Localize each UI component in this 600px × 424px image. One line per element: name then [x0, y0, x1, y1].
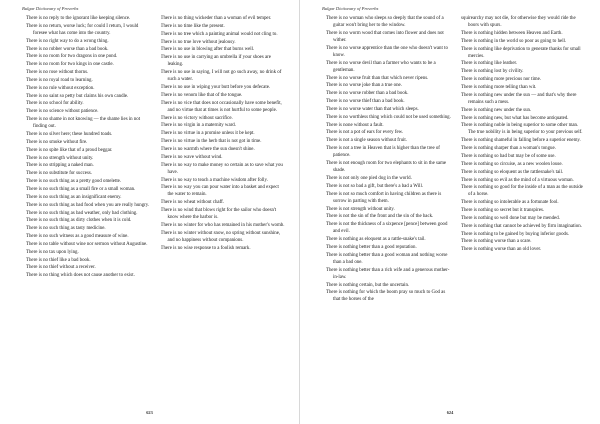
proverb-entry: There is nothing better than a good reputation.: [326, 244, 417, 250]
proverb-entry: There is no victory without sacrifice.: [160, 115, 233, 121]
left-page-column-2: [161, 15, 286, 402]
proverb-entry: There is no venom like that of the tongue.: [160, 92, 243, 98]
proverb-entry: There is no stripping a naked man.: [26, 163, 94, 169]
proverb-entry: There is nothing shameful in falling before a superior enemy.: [461, 138, 581, 144]
proverb-entry: There is nothing hidden between Heaven and Earth.: [461, 30, 563, 36]
proverb-entry: There is nothing so good for the inside of a man as the outside of a horse.: [461, 185, 583, 198]
proverb-entry: There is no vice that does not occasionally have some benefit, and no virtue that at times is not hurtful to some people.: [160, 100, 282, 113]
proverb-entry: There is no right way to do a wrong thing.: [26, 38, 109, 44]
proverb-entry: There is no wave without wind.: [160, 154, 223, 160]
proverb-entry: There is no royal road to learning.: [26, 77, 93, 83]
proverb-entry: There is not only one pied dog in the world.: [326, 175, 412, 181]
proverb-entry: There is no thief without a receiver.: [26, 265, 96, 271]
proverb-entry: There is nothing like deprivation to generate thanks for small mercies.: [461, 46, 581, 59]
proverb-entry: There is nothing for which the boom pray so much to God as that the horses of the: [326, 290, 446, 303]
proverb-entry: There is no such thing as an insignificant enemy.: [26, 194, 122, 200]
proverb-entry: There is no thing wickeder than a woman of evil temper.: [160, 16, 272, 21]
proverb-entry: There is not so bad a gift, but there's a bad a Will.: [326, 183, 424, 189]
proverb-entry: There is no such thing as a pretty good omelette.: [26, 179, 122, 185]
right-page-columns: [326, 15, 586, 402]
proverb-entry: There is no shame in not knowing — the shame lies in not finding out.: [26, 117, 141, 130]
proverb-entry: There is no substitute for success.: [26, 171, 93, 177]
proverb-entry: There is no rose without thorns.: [26, 70, 89, 76]
left-page-columns: [26, 15, 285, 402]
proverb-entry: There is nothing so bad but may be of some use.: [461, 154, 556, 159]
proverb-entry: There is no spite like that of a proud beggar.: [26, 147, 113, 153]
proverb-entry: There is no smoke without fire.: [26, 139, 88, 145]
proverb-entry: There is no virtue in a promise unless it be kept.: [160, 131, 255, 137]
right-page-column-1: [326, 15, 451, 402]
proverb-entry: There is no science without patience.: [26, 109, 99, 115]
proverb-entry: There is no winter for who has remained in his mother's womb.: [160, 223, 285, 228]
proverb-entry: There is nothing to be gained by buying inferior goods.: [461, 231, 570, 237]
proverb-entry: There is no rule without exception.: [26, 85, 95, 91]
proverb-entry: There is no virgin in a maternity ward.: [160, 123, 236, 129]
proverb-entry: There is nothing as eloquent as a rattle-snake's tail.: [326, 237, 426, 243]
proverb-entry: There is no worse devil than a farmer who wants to be a gentleman.: [326, 60, 436, 73]
proverb-entry: There is no such thing as tasty medicine.: [26, 226, 106, 232]
proverb-entry: There is no reply to the ignorant like keeping silence.: [26, 16, 131, 21]
proverb-entry: There is nothing so well done but may be mended.: [461, 215, 560, 221]
proverb-entry: There is no robber worse than a bad book.: [26, 46, 109, 52]
proverb-entry: There is no use in blowing after that burns well.: [160, 47, 255, 53]
right-page: [300, 0, 600, 424]
proverb-entry: There is nothing that cannot be achieved by firm imagination.: [461, 223, 582, 229]
proverb-entry: There is no silver here; these hundred toads.: [26, 132, 113, 138]
proverb-entry: There is no strength without unity.: [26, 155, 94, 161]
proverb-entry: There is not a tree in Heaven that is higher than the tree of patience.: [326, 146, 440, 159]
proverb-entry: There is no wise response to a foolish remark.: [160, 245, 251, 251]
running-head: Bulgar Dictionary of Proverbs: [322, 6, 379, 11]
proverb-entry: There is not the sin of the front and the sin of the back.: [326, 214, 434, 220]
proverb-entry: There is not so much comfort in having children as there is sorrow in parting with them.: [326, 191, 442, 204]
proverb-entry: There is no return, worse luck; for could I return, I would foresee what has come into the country.: [26, 23, 139, 36]
proverb-entry: There is no thing which does not cause another to exist.: [26, 273, 135, 279]
proverb-entry: There is no warmth where the sun doesn't shine.: [160, 146, 255, 152]
proverb-entry: There is nothing better than a rich wife and a generous mother-in-law.: [326, 267, 450, 280]
proverb-entry: There is no tax upon lying.: [26, 249, 79, 255]
proverb-entry: There is no use in carrying an umbrella if your shoes are leaking.: [160, 55, 271, 68]
proverb-entry: There is nothing new under the sun.: [461, 107, 532, 113]
proverb-entry: There is no worse apprentice than the one who doesn't want to know.: [326, 45, 448, 58]
proverb-entry: There is not strength without unity.: [326, 206, 395, 212]
proverb-entry: There is no time like the present.: [160, 23, 225, 29]
proverb-entry: There is no worse joke than a true one.: [326, 83, 402, 89]
proverb-entry: There is no worm wood that comes into flower and does not wither.: [326, 30, 444, 43]
left-page-column-1: [26, 15, 151, 402]
proverb-entry: There is nothing so eloquent as the rattlesnake's tail.: [461, 169, 564, 175]
proverb-entry: There is nothing so intolerable as a fortunate fool.: [461, 200, 559, 206]
proverb-entry: There is no worse robber than a bad book.: [326, 91, 409, 97]
proverb-entry: There is none without a fault.: [326, 122, 384, 128]
proverb-entry: There is no saint so petty but claims his own candle.: [26, 93, 129, 99]
proverb-entry: There is no such thing as dirty clothes when it is cold.: [26, 218, 132, 224]
proverb-entry: There is no woman who sleeps so deeply that the sound of a guitar won't bring her to the window.: [326, 16, 444, 29]
proverb-entry: There is no such thing as bad food when you are really hungry.: [26, 202, 150, 208]
proverb-entry: There is no table without wine nor sermon without Augustine.: [26, 241, 148, 247]
proverb-entry: There is nothing noble in being superior to some other man. The true nobility is in being superior to your previous self.: [461, 123, 583, 136]
proverb-entry: There is no worthless thing which could not be used something.: [326, 114, 451, 120]
proverb-entry: There is not the thickness of a sixpence [pence] between good and evil.: [326, 222, 448, 235]
proverb-entry: There is no tree which a painting animal would not cling to.: [160, 31, 278, 37]
proverb-entry: There is no way to make money so certain as to save what you have.: [160, 162, 283, 175]
right-page-column-2: [461, 15, 586, 402]
proverb-entry: There is nothing new under the sun — and that's why there remains such a mess.: [461, 92, 577, 105]
proverb-entry: There is no way you can pour water into a basket and expect the water to remain.: [160, 185, 279, 198]
proverb-entry: There is nothing worse than an old lover.: [461, 247, 542, 253]
proverb-entry: There is nothing new, but what has become antiquated.: [461, 115, 569, 121]
proverb-entry: There is not enough room for two elephants to sit in the same shade.: [326, 161, 447, 174]
proverb-entry: There is nothing worse than a scare.: [461, 239, 532, 245]
proverb-entry: There is nothing so evil as the mind of a virtuous woman.: [461, 177, 574, 183]
proverb-entry: There is nothing sharper than a woman's tongue.: [461, 146, 556, 152]
proverb-entry: There is no such thing as bad weather, only bad clothing.: [26, 210, 138, 216]
proverb-entry: There is no room for two kings in one castle.: [26, 62, 114, 68]
proverb-entry: There is no such thing as a small fire or a small woman.: [26, 186, 136, 192]
proverb-entry: There is no use in saying, I will not go such away, no drink of such a water.: [160, 70, 282, 83]
proverb-entry: There is no winter without snow, no spring without sunshine, and no happiness without companions.: [160, 230, 281, 243]
proverb-entry: There is no room for two dragons in one pond.: [26, 54, 118, 60]
proverb-entry: There is no such witness as a good measure of wine.: [26, 234, 129, 240]
proverb-entry: There is nothing better than a good woman and nothing worse than a bad one.: [326, 252, 448, 265]
proverb-entry: There is nothing lost by civility.: [461, 69, 524, 75]
proverb-entry: There is no wind that blows right for the sailor who doesn't know where the harbor is.: [160, 208, 277, 221]
proverb-entry: There is nothing in the world so poor as going to hell.: [461, 38, 567, 44]
proverb-entry: There is no use in wiping your butt before you defecate.: [160, 85, 271, 90]
page-number: 624: [446, 410, 454, 415]
proverb-entry: There is nothing so secret but it transpires.: [461, 208, 545, 214]
page-number: 623: [146, 410, 153, 415]
proverb-entry: There is no thief like a bad book.: [26, 257, 91, 263]
proverb-entry: There is no virtue in the herb that is not got in time.: [160, 139, 262, 145]
proverb-entry: There is no school for ability.: [26, 101, 84, 107]
proverb-entry: There is not a single season without fruit.: [326, 138, 407, 144]
proverb-entry: There is nothing more precious nor time.: [461, 77, 541, 83]
proverb-entry: There is nothing more telling than wit.: [461, 85, 537, 90]
running-head: Bulgar Dictionary of Proverbs: [22, 6, 79, 11]
proverb-entry: There is not a pot of ears for every few.: [326, 130, 404, 136]
proverb-entry: There is nothing so circuise, as a new woolen louse.: [461, 161, 563, 167]
proverb-entry: There is no worse fruit than that which never ripens.: [326, 75, 429, 81]
proverb-entry: There is no true love without jealousy.: [160, 39, 236, 45]
proverb-entry: There is no worse water than that which sleeps.: [326, 106, 419, 112]
proverb-entry: There is no wheat without chaff.: [160, 200, 224, 206]
proverb-entry: There is nothing like leather.: [461, 61, 518, 67]
proverb-entry: There is nothing certain, but the uncertain.: [326, 282, 410, 288]
proverb-entry: There is no way to teach a machine wisdom after folly.: [160, 177, 268, 183]
proverb-entry: squirearchy may not die, for otherwise they would ride the boors with spurs.: [461, 16, 576, 29]
proverb-entry: There is no worse thief than a bad book.: [326, 99, 405, 105]
